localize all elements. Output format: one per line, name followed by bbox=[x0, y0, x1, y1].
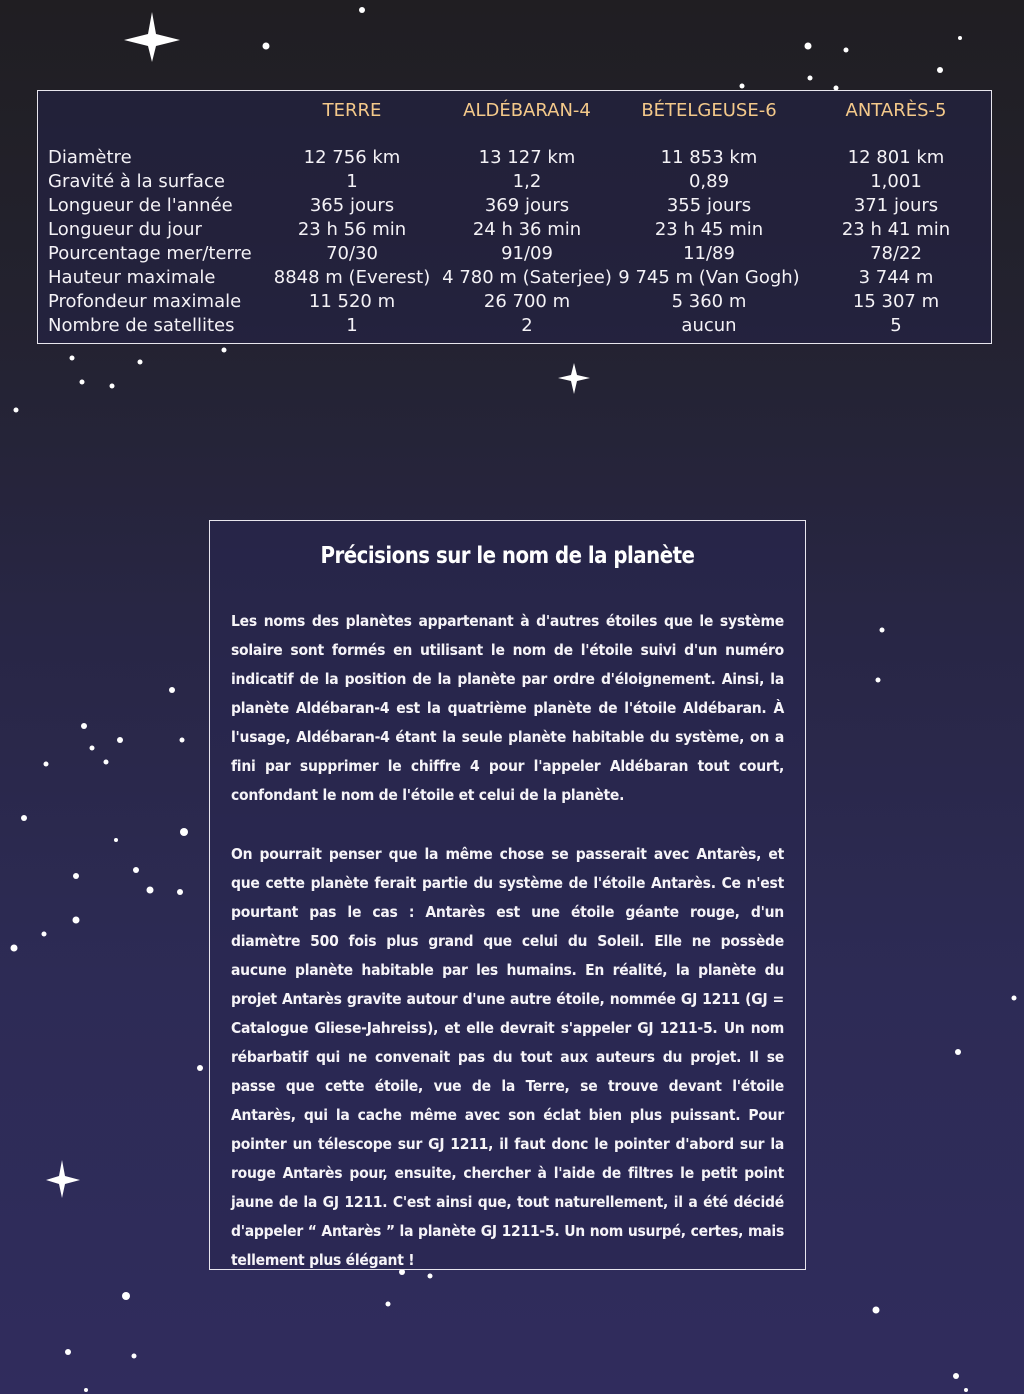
planet-name-info-box bbox=[209, 520, 806, 1270]
table-row-longueur-jour bbox=[38, 218, 991, 242]
cell-value: 12 756 km bbox=[303, 147, 401, 168]
row-label: Nombre de satellites bbox=[48, 315, 235, 336]
table-row-pourcentage bbox=[38, 242, 991, 266]
cell-value: 355 jours bbox=[666, 195, 752, 216]
cell-value: 1,001 bbox=[870, 171, 922, 192]
planet-comparison-table bbox=[37, 90, 992, 344]
cell-value: 91/09 bbox=[501, 243, 553, 264]
cell-value: 11 520 m bbox=[308, 291, 396, 312]
table-row-longueur-annee bbox=[38, 194, 991, 218]
row-label: Longueur de l'année bbox=[48, 195, 233, 216]
cell-value: 11/89 bbox=[683, 243, 735, 264]
row-label: Profondeur maximale bbox=[48, 291, 242, 312]
cell-value: 1,2 bbox=[512, 171, 542, 192]
column-header-aldebaran-4: ALDÉBARAN-4 bbox=[463, 100, 591, 121]
cell-value: 12 801 km bbox=[847, 147, 945, 168]
cell-value: 369 jours bbox=[484, 195, 570, 216]
table-row-gravite bbox=[38, 170, 991, 194]
table-row-hauteur-maximale bbox=[38, 266, 991, 290]
info-box-title: Précisions sur le nom de la planète bbox=[320, 543, 695, 569]
cell-value: aucun bbox=[681, 315, 737, 336]
cell-value: 23 h 41 min bbox=[841, 219, 951, 240]
row-label: Hauteur maximale bbox=[48, 267, 216, 288]
cell-value: 5 360 m bbox=[671, 291, 747, 312]
cell-value: 4 780 m (Saterjee) bbox=[442, 267, 612, 288]
cell-value: 23 h 56 min bbox=[297, 219, 407, 240]
cell-value: 9 745 m (Van Gogh) bbox=[618, 267, 800, 288]
info-paragraph-1: Les noms des planètes appartenant à d'autres étoiles que le système solaire sont formés en utilisant le nom de l'étoile suivi d'un numéro indicatif de la position de la planète par ordre d'éloignement. Ainsi, la planète Aldébaran-4 est la quatrième planète de l'étoile Aldébaran. À l'usage, Aldébaran-4 étant la seule planète habitable du système, on a fini par supprimer le chiffre 4 pour l'appeler Aldébaran tout court, confondant le nom de l'étoile et celui de la planète. bbox=[231, 612, 784, 804]
row-label: Diamètre bbox=[48, 147, 132, 168]
cell-value: 8848 m (Everest) bbox=[273, 267, 431, 288]
cell-value: 24 h 36 min bbox=[472, 219, 582, 240]
table-row-profondeur-maximale bbox=[38, 290, 991, 314]
cell-value: 365 jours bbox=[309, 195, 395, 216]
info-paragraph-2: On pourrait penser que la même chose se passerait avec Antarès, et que cette planète ferait partie du système de l'étoile Antarès. Ce n'est pourtant pas le cas : Antarès est une étoile géante rouge, d'un diamètre 500 fois plus grand que celui du Soleil. Elle ne possède aucune planète habitable par les humains. En réalité, la planète du projet Antarès gravite autour d'une autre étoile, nommée GJ 1211 (GJ = Catalogue Gliese-Jahreiss), et elle devrait s'appeler GJ 1211-5. Un nom rébarbatif qui ne convenait pas du tout aux auteurs du projet. Il se passe que cette étoile, vue de la Terre, se trouve devant l'étoile Antarès, qui la cache même avec son éclat bien plus puissant. Pour pointer un télescope sur GJ 1211, il faut donc le pointer d'abord sur la rouge Antarès pour, ensuite, chercher à l'aide de filtres le petit point jaune de la GJ 1211. C'est ainsi que, tout naturellement, il a été décidé d'appeler “ Antarès ” la planète GJ 1211-5. Un nom usurpé, certes, mais tellement plus élégant ! bbox=[231, 845, 784, 1269]
cell-value: 13 127 km bbox=[478, 147, 576, 168]
cell-value: 70/30 bbox=[326, 243, 378, 264]
cell-value: 371 jours bbox=[853, 195, 939, 216]
sparkle-star-icon bbox=[46, 1160, 80, 1198]
sparkle-star-icon bbox=[124, 12, 180, 62]
cell-value: 0,89 bbox=[688, 171, 730, 192]
row-label: Longueur du jour bbox=[48, 219, 202, 240]
cell-value: 15 307 m bbox=[852, 291, 940, 312]
cell-value: 11 853 km bbox=[660, 147, 758, 168]
column-header-betelgeuse-6: BÉTELGEUSE-6 bbox=[641, 100, 777, 121]
cell-value: 1 bbox=[346, 315, 358, 336]
table-row-nombre-satellites bbox=[38, 314, 991, 338]
column-header-antares-5: ANTARÈS-5 bbox=[845, 100, 947, 121]
cell-value: 2 bbox=[521, 315, 533, 336]
table-row-diametre bbox=[38, 146, 991, 170]
cell-value: 1 bbox=[346, 171, 358, 192]
sparkle-star-icon bbox=[558, 363, 590, 394]
cell-value: 23 h 45 min bbox=[654, 219, 764, 240]
row-label: Gravité à la surface bbox=[48, 171, 225, 192]
cell-value: 78/22 bbox=[870, 243, 922, 264]
cell-value: 5 bbox=[890, 315, 902, 336]
cell-value: 26 700 m bbox=[483, 291, 571, 312]
cell-value: 3 744 m bbox=[858, 267, 934, 288]
row-label: Pourcentage mer/terre bbox=[48, 243, 252, 264]
column-header-terre: TERRE bbox=[322, 100, 382, 121]
